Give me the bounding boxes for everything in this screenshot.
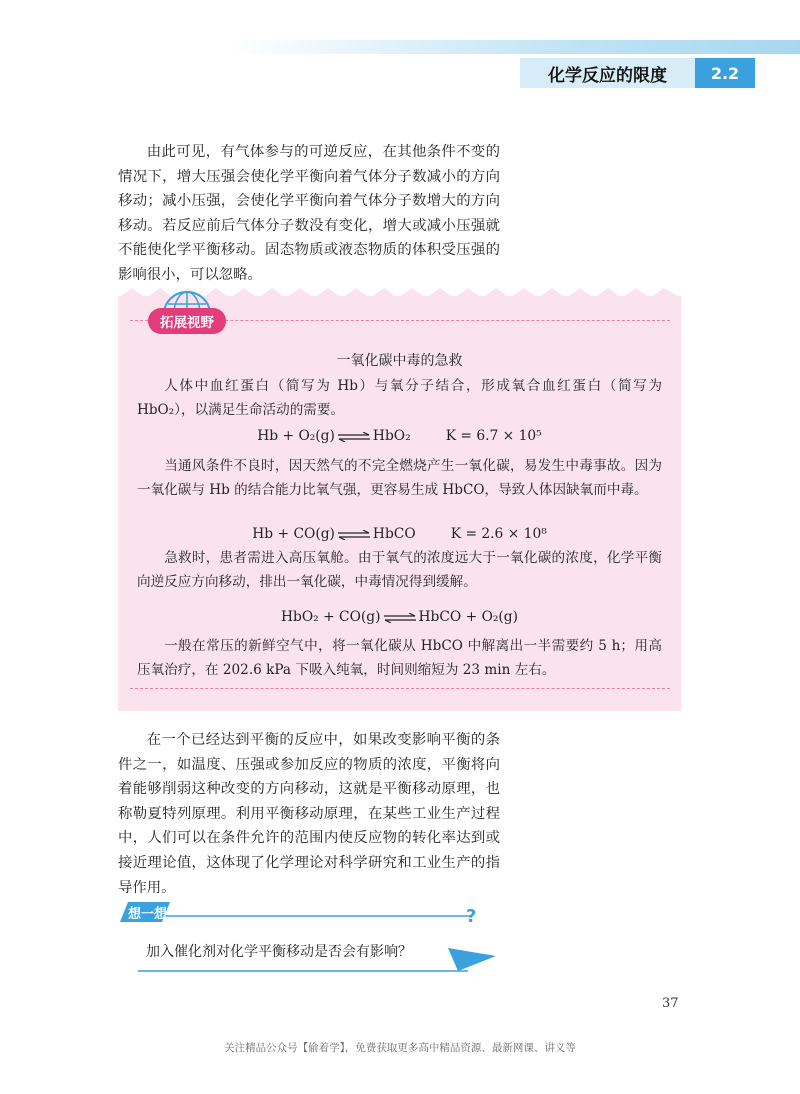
footer-note: 关注精品公众号【偷着学】，免费获取更多高中精品资源、最新网课、讲义等 <box>224 1042 576 1054</box>
equation-1-left: Hb + O₂(g) <box>257 428 335 444</box>
equation-2 <box>118 526 681 542</box>
think-label: 想一想 <box>128 907 168 922</box>
equation-3 <box>118 609 681 625</box>
chapter-title: 化学反应的限度 <box>520 58 695 88</box>
think-question: 加入催化剂对化学平衡移动是否会有影响？ <box>146 944 412 960</box>
box-zigzag-bottom <box>118 700 681 710</box>
box-title: 一氧化碳中毒的急救 <box>336 353 463 369</box>
section-number: 2.2 <box>695 58 755 88</box>
equation-1 <box>118 428 681 444</box>
equation-2-constant: K = 2.6 × 10⁸ <box>450 526 547 542</box>
box-paragraph-2: 当通风条件不良时，因天然气的不完全燃烧产生一氧化碳，易发生中毒事故。因为一氧化碳与 Hb 的结合能力比氧气强，更容易生成 HbCO，导致人体因缺氧而中毒。 <box>137 458 662 498</box>
box-paragraph-1: 人体中血红蛋白（简写为 Hb）与氧分子结合，形成氧合血红蛋白（简写为 HbO₂），以满足生命活动的需要。 <box>137 378 662 418</box>
equation-3-left: HbO₂ + CO(g) <box>280 609 381 625</box>
think-banner-icon <box>118 898 498 978</box>
equation-1-right: HbO₂ <box>372 428 411 444</box>
extension-badge: 拓展视野 <box>148 308 226 334</box>
box-paragraph-3: 急救时，患者需进入高压氧舱。由于氧气的浓度远大于一氧化碳的浓度，化学平衡向逆反应方向移动，排出一氧化碳，中毒情况得到缓解。 <box>137 550 662 590</box>
question-mark-icon: ? <box>466 906 477 927</box>
equation-1-constant: K = 6.7 × 10⁵ <box>445 428 542 444</box>
body-paragraph-2: 在一个已经达到平衡的反应中，如果改变影响平衡的条件之一，如温度、压强或参加反应的物质的浓度，平衡将向着能够削弱这种改变的方向移动，这就是平衡移动原理，也称勒夏特列原理。利用平衡移动原理，在某些工业生产过程中，人们可以在条件允许的范围内使反应物的转化率达到或接近理论值，这体现了化学理论对科学研究和工业生产的指导作用。 <box>118 732 500 896</box>
equation-2-left: Hb + CO(g) <box>252 526 335 542</box>
equilibrium-arrow-icon <box>383 613 417 623</box>
equilibrium-arrow-icon <box>337 432 371 442</box>
page-number: 37 <box>662 996 679 1011</box>
body-paragraph-1: 由此可见，有气体参与的可逆反应，在其他条件不变的情况下，增大压强会使化学平衡向着气体分子数减小的方向移动；减小压强，会使化学平衡向着气体分子数增大的方向移动。若反应前后气体分子数没有变化，增大或减小压强就不能使化学平衡移动。固态物质或液态物质的体积受压强的影响很小，可以忽略。 <box>118 144 500 283</box>
equation-2-right: HbCO <box>372 526 416 542</box>
header-gradient-bar <box>230 40 800 54</box>
box-paragraph-4: 一般在常压的新鲜空气中，将一氧化碳从 HbCO 中解离出一半需要约 5 h；用高压氧治疗，在 202.6 kPa 下吸入纯氧，时间则缩短为 23 min 左右。 <box>137 638 662 678</box>
equation-3-right: HbCO + O₂(g) <box>418 609 519 625</box>
equilibrium-arrow-icon <box>337 530 371 540</box>
box-dashed-line-bottom <box>130 688 670 689</box>
